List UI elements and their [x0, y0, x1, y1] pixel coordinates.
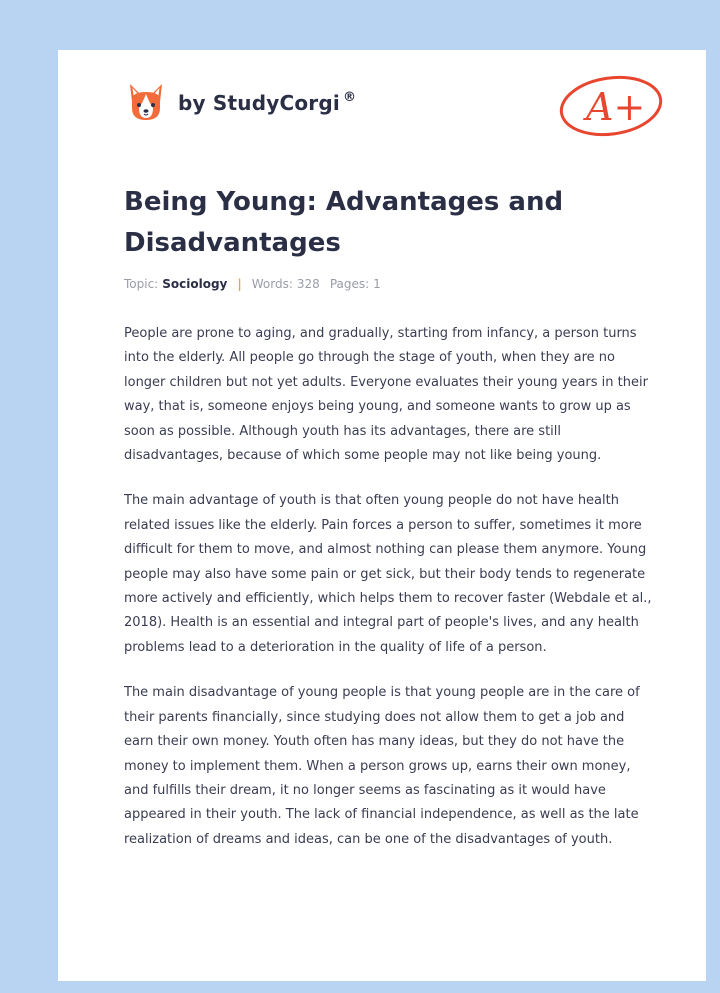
brand-header[interactable]: [124, 80, 356, 124]
essay-title: Being Young: Advantages and Disadvantages: [124, 187, 564, 258]
words-value: 328: [296, 277, 320, 291]
topic-link[interactable]: Sociology: [162, 277, 228, 291]
essay-body: [124, 322, 654, 873]
paragraph: People are prone to aging, and gradually, starting from infancy, a person turns into the elderly. All people go through the stage of youth, when they are no longer children but not yet adults. Everyone evaluates their young years in their way, that is, someone enjoys being young, and someone wants to grow up as soon as possible. Although youth has its advantages, there are still disadvantages, because of which some people may not like being young.: [124, 326, 648, 464]
essay-meta: [124, 277, 381, 291]
brand-name: by StudyCorgi ®: [178, 89, 357, 115]
pages-value: 1: [373, 277, 381, 291]
paragraph: The main advantage of youth is that often young people do not have health related issues like the elderly. Pain forces a person to suffer, sometimes it more difficult for them to move, and almost nothing can please them anymore. Young people may also have some pain or get sick, but their body tends to regenerate more actively and efficiently, which helps them to recover faster (Webdale et al., 2018). Health is an essential and integral part of people's lives, and any health problems lead to a deterioration in the quality of life of a person.: [124, 493, 652, 655]
svg-text:A+: A+: [586, 85, 646, 129]
topic-label: Topic:: [124, 277, 159, 291]
words-label: Words:: [251, 277, 293, 291]
paragraph: The main disadvantage of young people is that young people are in the care of their parents financially, since studying does not allow them to get a job and earn their own money. Youth often has many ideas, but they do not have the money to implement them. When a person grows up, earns their own money, and fulfills their dream, it no longer seems as fascinating as it would have appeared in their youth. The lack of financial independence, as well as the late realization of dreams and ideas, can be one of the disadvantages of youth.: [124, 685, 640, 847]
corgi-logo-icon: [124, 80, 168, 124]
a-plus-grade-icon: [556, 72, 666, 138]
essay-page: [58, 50, 706, 981]
pages-label: Pages:: [329, 277, 370, 291]
meta-separator: |: [237, 277, 242, 291]
